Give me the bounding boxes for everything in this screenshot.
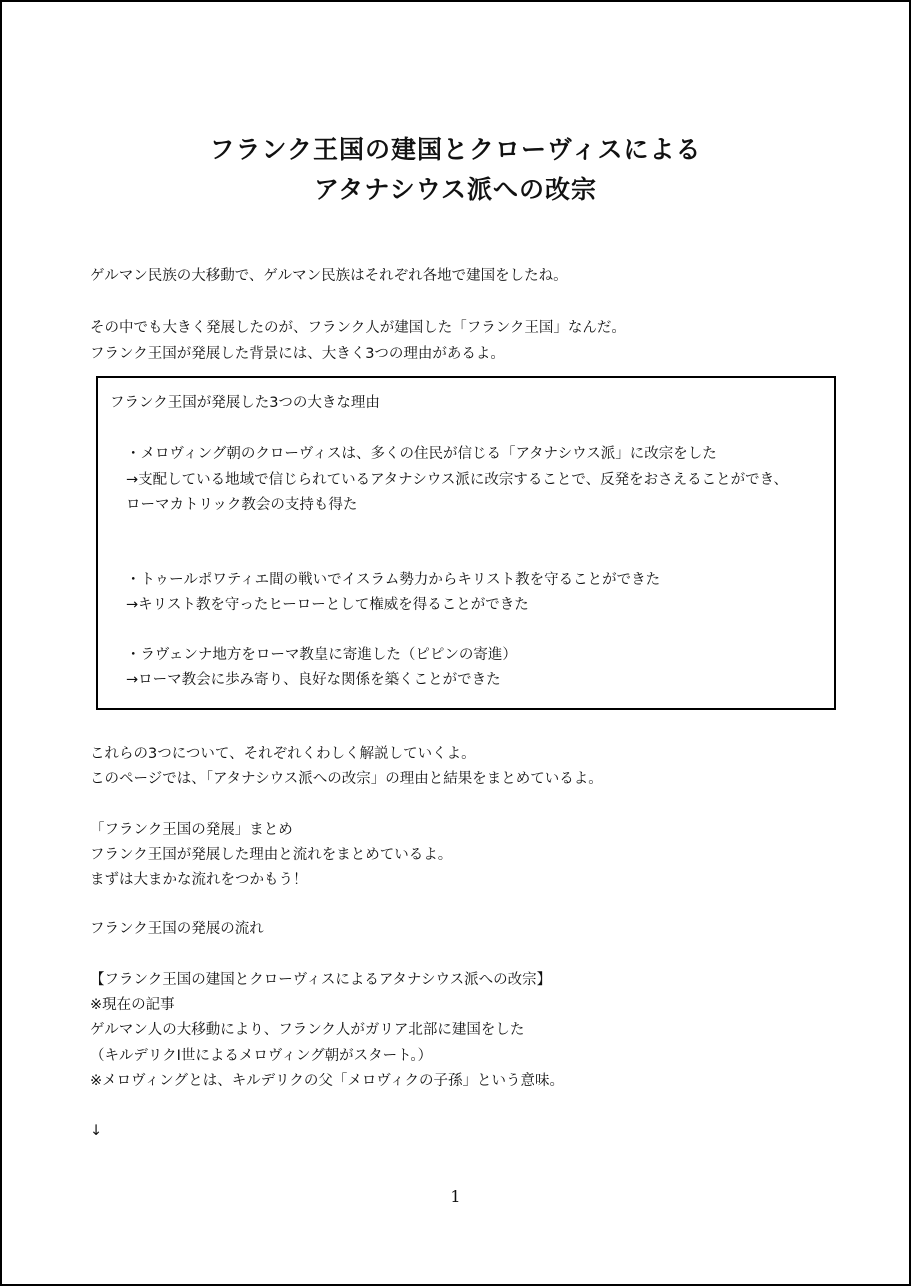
intro-paragraph-2: その中でも大きく発展したのが、フランク人が建国した「フランク王国」なんだ。	[90, 320, 626, 336]
reason-2-result-line-1: →キリスト教を守ったヒーローとして権威を得ることができた	[126, 597, 529, 613]
intro-paragraph-1: ゲルマン民族の大移動で、ゲルマン民族はそれぞれ各地で建国をしたね。	[90, 268, 568, 284]
reason-3-result-line-1: →ローマ教会に歩み寄り、良好な関係を築くことができた	[126, 672, 501, 688]
title-line-1: フランク王国の建国とクローヴィスによる	[209, 135, 702, 164]
down-arrow: ↓	[90, 1123, 103, 1139]
summary-call-to-action: まずは大まかな流れをつかもう！	[90, 872, 308, 888]
title-line-2: アタナシウス派への改宗	[313, 175, 597, 204]
reasons-heading: フランク王国が発展した3つの大きな理由	[110, 395, 380, 411]
reason-1-result-line-2: ローマカトリック教会の支持も得た	[126, 497, 358, 513]
page-number: 1	[450, 1187, 461, 1206]
flow-heading: フランク王国の発展の流れ	[90, 921, 264, 937]
reasons-box	[96, 376, 836, 710]
reason-1-result-line-1: →支配している地域で信じられているアタナシウス派に改宗することで、反発をおさえることができ、	[126, 472, 789, 488]
reason-2-point: ・トゥールポワティエ間の戦いでイスラム勢力からキリスト教を守ることができた	[126, 572, 661, 588]
flow-step-text-1: ゲルマン人の大移動により、フランク人がガリア北部に建国をした	[90, 1022, 525, 1038]
summary-heading: 「フランク王国の発展」まとめ	[90, 822, 293, 838]
summary-description: フランク王国が発展した理由と流れをまとめているよ。	[90, 847, 453, 863]
page-title	[2, 130, 909, 210]
flow-step-text-2: （キルデリクⅠ世によるメロヴィング朝がスタート。）	[90, 1048, 433, 1064]
reason-3-point: ・ラヴェンナ地方をローマ教皇に寄進した（ピピンの寄進）	[126, 647, 517, 663]
body-paragraph-1: これらの3つについて、それぞれくわしく解説していくよ。	[90, 746, 476, 762]
body-paragraph-2: このページでは、「アタナシウス派への改宗」の理由と結果をまとめているよ。	[90, 771, 603, 787]
current-article-note: ※現在の記事	[90, 997, 175, 1013]
reason-1-point: ・メロヴィング朝のクローヴィスは、多くの住民が信じる「アタナシウス派」に改宗をした	[126, 446, 717, 462]
flow-step-note: ※メロヴィングとは、キルデリクの父「メロヴィクの子孫」という意味。	[90, 1073, 564, 1089]
flow-step-title: 【フランク王国の建国とクローヴィスによるアタナシウス派への改宗】	[90, 972, 552, 988]
intro-paragraph-3: フランク王国が発展した背景には、大きく3つの理由があるよ。	[90, 346, 505, 362]
